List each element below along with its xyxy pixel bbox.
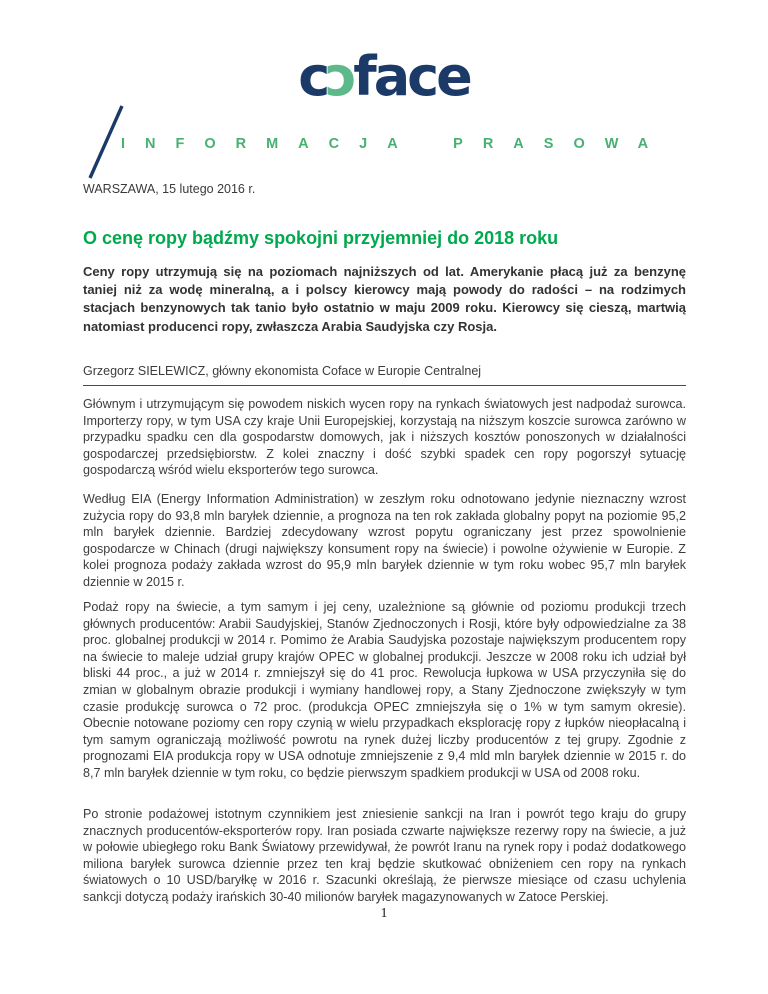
coface-logo [0,44,768,110]
headline: O cenę ropy bądźmy spokojni przyjemniej do 2018 roku [83,228,559,248]
body-paragraph: Podaż ropy na świecie, a tym samym i jej ceny, uzależnione są głównie od poziomu produkcji trzech głównych producentów: Arabii Saudyjskiej, Stanów Zjednoczonych i Rosji, które były odpowiedzialne za 38 proc. globalnej produkcji w 2014 r. Pomimo że Arabia Saudyjska pozostaje największym producentem ropy na świecie to maleje udział grupy krajów OPEC w globalnej produkcji. Jeszcze w 2008 roku ich udział był bliski 44 proc., a już w 2014 r. zmniejszył się do 41 proc. Rewolucja łupkowa w USA przyczyniła się do zmian w globalnym obrazie produkcji i wymiany handlowej ropy, a Stany Zjednoczone zwiększyły w tym czasie produkcję surowca o 72 proc. (produkcja OPEC zmniejszyła się o 1% w tym samym okresie). Obecnie notowane poziomy cen ropy czynią w wielu przypadkach eksplorację ropy z łupków nieopłacalną i tym samym ograniczają możliwość powrotu na rynek dużej liczby producentów z tej grupy. Zgodnie z prognozami EIA produkcja ropy w USA odnotuje zmniejszenie z 9,4 mld mln baryłek dziennie w 2015 r. do 8,7 mln baryłek dziennie w tym roku, co będzie pierwszym spadkiem produkcji w USA od 2008 roku. [83,600,686,780]
body-paragraph: Po stronie podażowej istotnym czynnikiem jest zniesienie sankcji na Iran i powrót tego kraju do grupy znacznych producentów-eksporterów ropy. Iran posiada czwarte największe rezerwy ropy na świecie, a już w połowie ubiegłego roku Bank Światowy przewidywał, że powrót Iranu na rynek ropy i podaż dodatkowego miliona baryłek surowca dziennie przez ten kraj będzie skutkować obniżeniem cen ropy na rynkach światowych o 10 USD/baryłkę w 2016 r. Szacunki określają, że pierwsze miesiące od czasu uchylenia sankcji dotyczą podaży irańskich 30-40 milionów baryłek magazynowanych w Zatoce Perskiej. [83,807,686,904]
body-paragraph: Według EIA (Energy Information Administration) w zeszłym roku odnotowano jedynie nieznaczny wzrost zużycia ropy do 93,8 mln baryłek dziennie, a prognoza na ten rok zakłada globalny popyt na poziomie 95,2 mln baryłek dziennie. Bardziej zdecydowany wzrost popytu ograniczany jest przez spowolnienie gospodarcze w Chinach (drugi największy konsument ropy na świecie) i powolne ożywienie w Europie. Z kolei prognoza podaży zakłada wzrost do 95,9 mln baryłek dziennie w tym roku wobec 95,7 mln baryłek dziennie w 2015 r. [83,492,686,589]
lead-paragraph: Ceny ropy utrzymują się na poziomach najniższych od lat. Amerykanie płacą już za benzynę taniej niż za wodę mineralną, a i polscy kierowcy mają powody do radości – na rodzimych stacjach benzynowych tak tanio było ostatnio w maju 2009 roku. Kierowcy się cieszą, martwią natomiast producenci ropy, zwłaszcza Arabia Saudyjska czy Rosja. [83,264,686,334]
logo-letter-c: c [298,45,328,108]
body-paragraph: Głównym i utrzymującym się powodem niskich wycen ropy na rynkach światowych jest nadpodaż surowca. Importerzy ropy, w tym USA czy kraje Unii Europejskiej, korzystają na niższym koszcie surowca zarówno w przypadku spadku cen dla gospodarstw domowych, jak i niższych kosztów ponoszonych w działalności gospodarczej przedsiębiorstw. Z kolei znaczny i dość szybki spadek cen ropy pogorszył sytuację gospodarczą wśród wielu eksporterów tego surowca. [83,397,686,478]
author-line: Grzegorz SIELEWICZ, główny ekonomista Coface w Europie Centralnej [83,364,686,386]
dateline: WARSZAWA, 15 lutego 2016 r. [83,182,256,196]
masthead-label: INFORMACJA PRASOWA [121,136,669,152]
logo-open-o-glyph: ɔ [325,45,355,108]
page-number: 1 [380,906,388,921]
logo-letters-face: face [353,45,470,108]
